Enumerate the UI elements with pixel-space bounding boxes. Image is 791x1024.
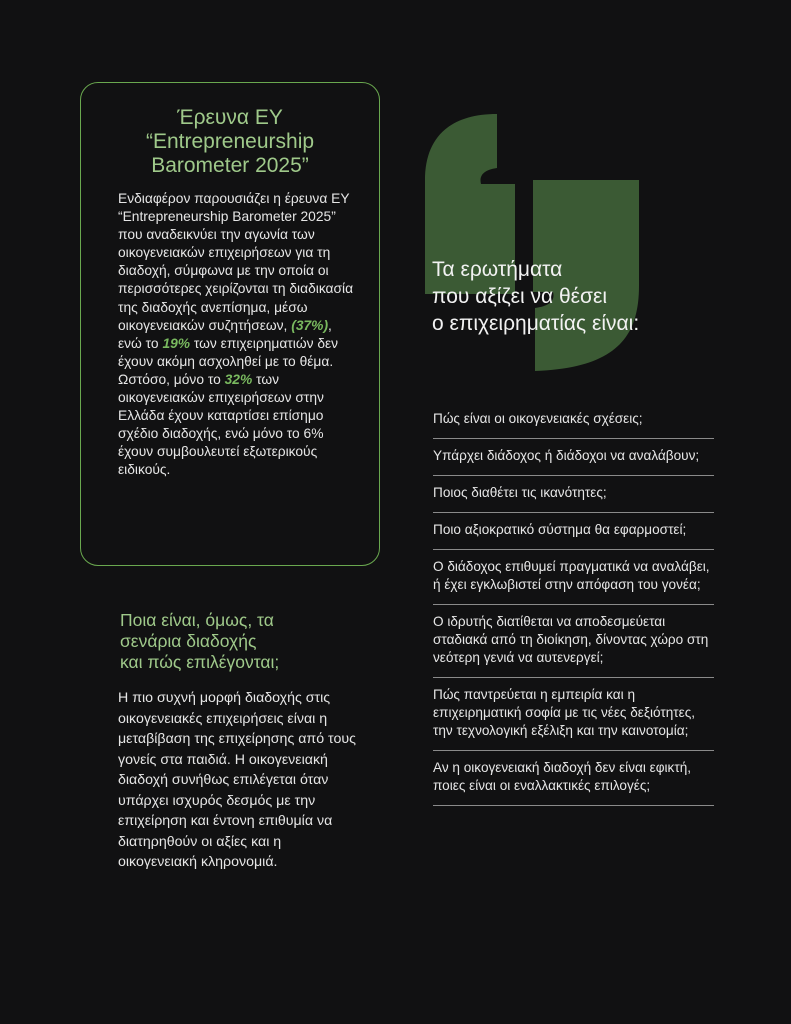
question-item: Υπάρχει διάδοχος ή διάδοχοι να αναλάβουν; xyxy=(433,439,714,476)
info-text-part: των επιχειρηματιών δεν έχουν ακόμη ασχοληθεί με το θέμα. Ωστόσο, μόνο το xyxy=(118,335,339,387)
question-item: Πώς είναι οι οικογενειακές σχέσεις; xyxy=(433,402,714,439)
question-item: Αν η οικογενειακή διαδοχή δεν είναι εφικτή, ποιες είναι οι εναλλακτικές επιλογές; xyxy=(433,751,714,806)
info-text-part: των οικογενειακών επιχειρήσεων στην Ελλάδα έχουν καταρτίσει επίσημο σχέδιο διαδοχής, ενώ μόνο το 6% έχουν συμβουλευτεί εξωτερικούς ειδικούς. xyxy=(118,371,324,478)
section-title xyxy=(120,610,370,673)
question-item: Ποιος διαθέτει τις ικανότητες; xyxy=(433,476,714,513)
info-box-title-line: Έρευνα EY xyxy=(177,106,283,129)
stat-highlight: 32% xyxy=(224,371,253,387)
question-item: Ποιο αξιοκρατικό σύστημα θα εφαρμοστεί; xyxy=(433,513,714,550)
section-title-line: Ποια είναι, όμως, τα xyxy=(120,610,274,630)
stat-highlight: (37%) xyxy=(291,317,329,333)
questions-heading-line: που αξίζει να θέσει xyxy=(432,285,608,308)
stat-highlight: 19% xyxy=(162,335,191,351)
section-title-line: και πώς επιλέγονται; xyxy=(120,652,280,672)
question-item: Ο διάδοχος επιθυμεί πραγματικά να αναλάβει, ή έχει εγκλωβιστεί στην απόφαση του γονέα; xyxy=(433,550,714,605)
info-box-title-line: Barometer 2025” xyxy=(151,154,309,177)
questions-heading-line: Τα ερωτήματα xyxy=(432,258,563,281)
info-text-part: Ενδιαφέρον παρουσιάζει η έρευνα EY “Entrepreneurship Barometer 2025” που αναδεικνύει την αγωνία των οικογενειακών επιχειρήσεων για τη διαδοχή, σύμφωνα με την οποία οι περισσότερες χειρίζονται τη διαδικασία της διαδοχής ανεπίσημα, μέσω οικογενειακών συζητήσεων, xyxy=(118,191,354,333)
info-box-text xyxy=(118,190,356,480)
info-box-title xyxy=(80,106,380,178)
info-box-title-line: “Entrepreneurship xyxy=(145,130,315,153)
questions-heading xyxy=(432,256,752,337)
question-item: Πώς παντρεύεται η εμπειρία και η επιχειρηματική σοφία με τις νέες δεξιότητες, την τεχνολογική εξέλιξη και την καινοτομία; xyxy=(433,678,714,751)
section-title-line: σενάρια διαδοχής xyxy=(120,631,257,651)
questions-heading-line: ο επιχειρηματίας είναι: xyxy=(432,312,640,335)
question-item: Ο ιδρυτής διατίθεται να αποδεσμεύεται σταδιακά από τη διοίκηση, δίνοντας χώρο στη νεότερη γενιά να αυτενεργεί; xyxy=(433,605,714,678)
info-text-part: , ενώ το xyxy=(118,317,332,351)
section-text: Η πιο συχνή μορφή διαδοχής στις οικογενειακές επιχειρήσεις είναι η μεταβίβαση της επιχείρησης από τους γονείς στα παιδιά. Η οικογενειακή διαδοχή συνήθως επιλέγεται όταν υπάρχει ισχυρός δεσμός με την επιχείρηση και έντονη επιθυμία να διατηρηθούν οι αξίες και η οικογενειακή κληρονομιά. xyxy=(118,690,356,870)
questions-list xyxy=(433,402,714,806)
